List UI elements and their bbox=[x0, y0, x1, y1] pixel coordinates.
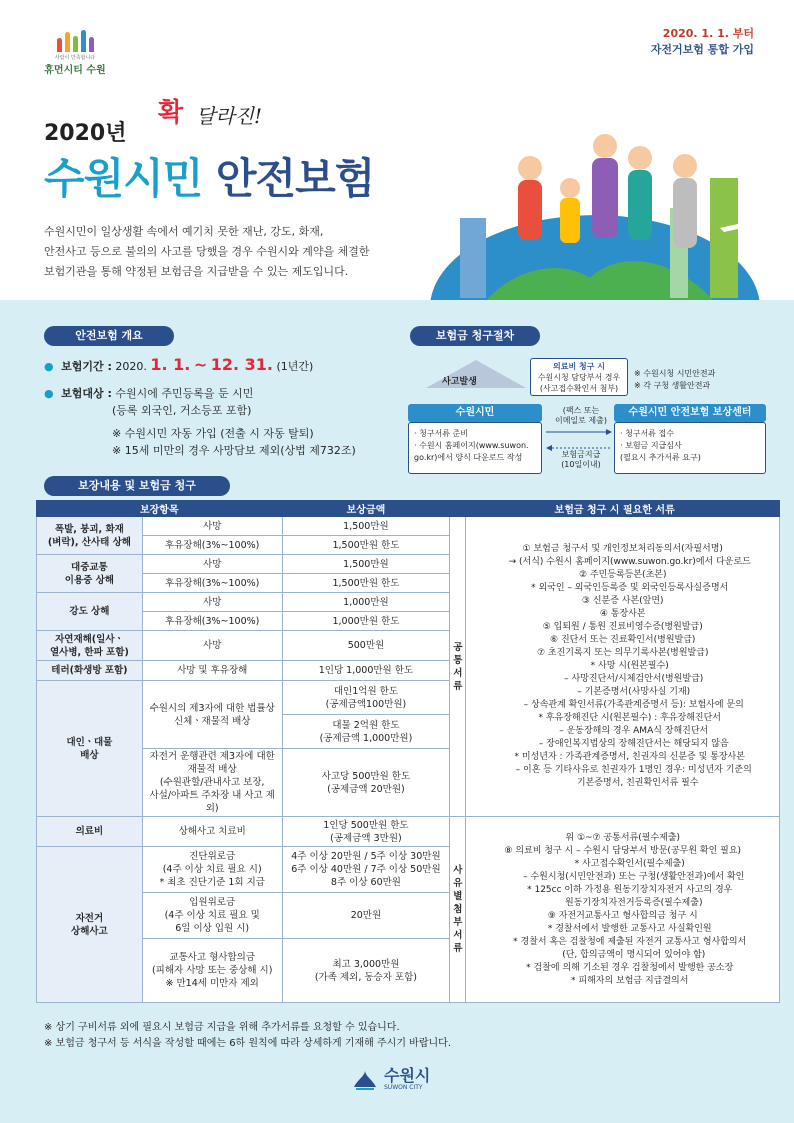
row-amount: 500만원 bbox=[282, 631, 450, 661]
row-amount: 대인1억원 한도 (공제금액100만원) bbox=[282, 681, 450, 715]
document-item: – 기본증명서(사망사실 기재) bbox=[577, 687, 691, 697]
title-changed: 달라진! bbox=[196, 104, 262, 128]
row-category: 강도 상해 bbox=[37, 593, 143, 631]
bullet-icon: ● bbox=[44, 387, 54, 400]
document-item: * 검찰에 의해 기소된 경우 검찰청에서 발행한 공소장 bbox=[526, 962, 734, 973]
period-start: 1. 1. bbox=[150, 355, 191, 374]
vertical-label-char: 류 bbox=[453, 943, 463, 954]
document-item: 위 ①~⑦ 공통서류(필수제출) bbox=[565, 832, 681, 843]
period-prefix: 2020. bbox=[115, 360, 147, 373]
document-item: ③ 신분증 사본(앞면) bbox=[581, 596, 664, 606]
row-item: 수원시의 제3자에 대한 법률상 신체ㆍ재물적 배상 bbox=[142, 681, 282, 749]
row-item: 사망 bbox=[142, 517, 282, 536]
document-item: – 장애인복지법상의 장해진단서는 해당되지 않음 bbox=[538, 739, 729, 749]
center-item: (필요시 추가서류 요구) bbox=[620, 453, 701, 462]
bike-insurance-note: 자전거보험 통합 가입 bbox=[650, 43, 754, 56]
note-auto-join: ※ 수원시민 자동 가입 (전출 시 자동 탈퇴) bbox=[112, 427, 314, 440]
document-item: ⑥ 진단서 또는 진료확인서(병원발급) bbox=[550, 635, 696, 645]
document-item: * 후유장해진단 시(원본필수) : 후유장해진단서 bbox=[538, 713, 721, 723]
center-item: · 보험금 지급심사 bbox=[620, 441, 682, 450]
document-item: * 외국인 – 외국인등록증 및 외국인등록사실증명서 bbox=[531, 583, 729, 593]
document-item: ① 보험금 청구서 및 개인정보처리동의서(자필서명) bbox=[522, 544, 723, 554]
logo-tagline: 사람이 만족합니다 bbox=[54, 55, 96, 61]
document-item: * 125cc 이하 가정용 원동기장치자전거 사고의 경우 bbox=[527, 884, 733, 895]
col-coverage: 보장항목 bbox=[37, 501, 283, 517]
row-amount: 1,500만원 한도 bbox=[282, 574, 450, 593]
row-amount: 1인당 500만원 한도 (공제금액 3만원) bbox=[282, 817, 450, 847]
overview-section bbox=[44, 356, 356, 459]
vertical-label-char: 서 bbox=[453, 930, 463, 941]
start-date: 2020. 1. 1. 부터 bbox=[662, 27, 754, 40]
document-item: * 미성년자 : 가족관계증명서, 친권자의 신분증 및 통장사본 bbox=[514, 752, 745, 762]
document-item: ② 주민등록등본(초본) bbox=[578, 570, 667, 580]
target-sub: (등록 외국인, 거소등포 포함) bbox=[112, 404, 252, 417]
row-amount: 대물 2억원 한도 (공제금액 1,000만원) bbox=[282, 715, 450, 749]
top-right-notice bbox=[651, 26, 754, 58]
row-amount: 1,500만원 bbox=[282, 555, 450, 574]
row-item: 입원위로금 (4주 이상 치료 필요 및 6일 이상 입원 시) bbox=[142, 893, 282, 939]
row-amount: 사고당 500만원 한도 (공제금액 20만원) bbox=[282, 749, 450, 817]
note-under15: ※ 15세 미만의 경우 사망담보 제외(상법 제732조) bbox=[112, 444, 356, 457]
target-label: 보험대상 : bbox=[61, 387, 112, 400]
medical-line2: (사고접수확인서 첨부) bbox=[539, 384, 619, 393]
note-dept-b: ※ 각 구청 생활안전과 bbox=[634, 381, 711, 390]
row-amount: 1,000만원 한도 bbox=[282, 612, 450, 631]
document-item: * 경찰서 혹은 검찰청에 제출된 자전거 교통사고 형사합의서 bbox=[513, 936, 747, 947]
dept-notes bbox=[634, 368, 715, 392]
document-item: * 사망 시(원본필수) bbox=[590, 661, 669, 671]
title-part1: 수원시민 bbox=[44, 154, 203, 203]
document-item: ⑤ 입퇴원 / 통원 진료비영수증(병원발급) bbox=[542, 622, 703, 632]
row-item: 진단위로금 (4주 이상 치료 필요 시) * 최초 진단기준 1회 지급 bbox=[142, 847, 282, 893]
row-amount: 20만원 bbox=[282, 893, 450, 939]
medical-claim-box bbox=[530, 358, 628, 396]
payment-days: (10일이내) bbox=[561, 460, 601, 469]
row-amount: 1인당 1,000만원 한도 bbox=[282, 661, 450, 681]
row-item: 사망 및 후유장해 bbox=[142, 661, 282, 681]
overview-heading: 안전보험 개요 bbox=[44, 326, 174, 346]
vertical-label-char: 부 bbox=[453, 917, 463, 928]
row-item: 상해사고 치료비 bbox=[142, 817, 282, 847]
document-item: – 이혼 등 기타사유로 친권자가 1명인 경우: 미성년자 기준의 bbox=[515, 765, 752, 775]
target-row bbox=[44, 385, 356, 402]
row-category: 대중교통 이용중 상해 bbox=[37, 555, 143, 593]
coverage-table bbox=[36, 500, 780, 1003]
row-item: 후유장해(3%~100%) bbox=[142, 612, 282, 631]
suwon-name-en: SUWON CITY bbox=[384, 1084, 423, 1091]
people-logo-icon bbox=[40, 28, 110, 52]
note-dept-a: ※ 수원시청 시민안전과 bbox=[634, 369, 716, 378]
document-item: – 사망진단서/시체검안서(병원발급) bbox=[564, 674, 704, 684]
document-item: ⑦ 초진기록지 또는 의무기록사본(병원발급) bbox=[536, 648, 709, 658]
document-item: * 사고접수확인서(필수제출) bbox=[574, 858, 685, 869]
intro-line: 보험기관을 통해 약정된 보험금을 지급받을 수 있는 제도입니다. bbox=[44, 265, 349, 278]
header-area bbox=[0, 0, 794, 300]
row-category: 테러(화생방 포함) bbox=[37, 661, 143, 681]
col-amount: 보상금액 bbox=[282, 501, 450, 517]
intro-text bbox=[44, 222, 404, 282]
table-row bbox=[37, 517, 780, 536]
claim-process-diagram bbox=[406, 346, 768, 476]
row-item: 후유장해(3%~100%) bbox=[142, 574, 282, 593]
document-item: ⑨ 자전거교통사고 형사합의금 청구 시 bbox=[547, 910, 698, 921]
individual-docs-list bbox=[466, 817, 780, 1003]
table-header-row bbox=[37, 501, 780, 517]
common-docs-label bbox=[450, 517, 466, 817]
period-end: 12. 31. bbox=[210, 355, 274, 374]
vertical-label-char: 유 bbox=[453, 878, 463, 889]
intro-line: 수원시민이 일상생활 속에서 예기치 못한 재난, 강도, 화재, bbox=[44, 225, 324, 238]
suwon-name: 수원시 bbox=[384, 1066, 431, 1085]
center-item: · 청구서류 접수 bbox=[620, 429, 674, 438]
center-box-title: 수원시민 안전보험 보상센터 bbox=[614, 404, 766, 422]
document-item: * 피해자의 보험금 지급결의서 bbox=[571, 975, 689, 986]
period-suffix: (1년간) bbox=[276, 360, 314, 373]
bullet-icon: ● bbox=[44, 360, 54, 373]
row-item: 교통사고 형사합의금 (피해자 사망 또는 중상해 시) ※ 만14세 미만자 제외 bbox=[142, 939, 282, 1003]
payment-label: 보험금지급 bbox=[561, 450, 601, 459]
payment-note bbox=[546, 450, 616, 470]
citizen-item: · 청구서류 준비 bbox=[414, 429, 468, 438]
row-item: 후유장해(3%~100%) bbox=[142, 536, 282, 555]
citizen-item: go.kr)에서 양식 다운로드 작성 bbox=[414, 453, 523, 462]
row-category: 자연재해(일사ㆍ 열사병, 한파 포함) bbox=[37, 631, 143, 661]
table-row bbox=[37, 817, 780, 847]
document-item: – 수원시청(시민안전과) 또는 구청(생활안전과)에서 확인 bbox=[523, 871, 745, 882]
coverage-heading: 보장내용 및 보험금 청구 bbox=[44, 476, 230, 496]
row-amount: 1,000만원 bbox=[282, 593, 450, 612]
period-label: 보험기간 : bbox=[61, 360, 112, 373]
medical-line1: 수원시청 담당부서 경우 bbox=[537, 373, 621, 382]
footnote: ※ 보험금 청구서 등 서식을 작성할 때에는 6하 원칙에 따라 상세하게 기재해 주시기 바랍니다. bbox=[44, 1038, 452, 1049]
row-category: 폭발, 붕괴, 화재 (벼락), 산사태 상해 bbox=[37, 517, 143, 555]
document-item: 기본증명서, 친권확인서류 필수 bbox=[576, 778, 699, 788]
target-text: 수원시에 주민등록을 둔 시민 bbox=[115, 387, 254, 400]
row-amount: 1,500만원 bbox=[282, 517, 450, 536]
family-globe-illustration bbox=[420, 118, 770, 308]
document-item: (단, 합의금액이 명시되어 있어야 함) bbox=[562, 949, 706, 960]
citizen-box bbox=[408, 422, 542, 474]
row-item: 사망 bbox=[142, 631, 282, 661]
common-docs-list bbox=[466, 517, 780, 817]
vertical-label-char: 서 bbox=[453, 667, 463, 679]
vertical-label-char: 사 bbox=[453, 865, 463, 876]
submit-email: 이메일로 제출) bbox=[554, 416, 608, 425]
row-amount: 4주 이상 20만원 / 5주 이상 30만원 6주 이상 40만원 / 7주 이상 50만원 8주 이상 60만원 bbox=[282, 847, 450, 893]
footnote: ※ 상기 구비서류 외에 필요시 보험금 지급을 위해 추가서류를 요청할 수 있습니다. bbox=[44, 1022, 400, 1033]
period-tilde: ~ bbox=[193, 355, 208, 374]
suwon-city-logo bbox=[352, 1068, 430, 1091]
document-item: ⑧ 의료비 청구 시 – 수원시 담당부서 방문(공무원 확인 필요) bbox=[504, 845, 742, 856]
human-city-logo bbox=[40, 28, 110, 76]
title-part2: 안전보험 bbox=[215, 154, 375, 203]
title-year: 2020년 bbox=[44, 121, 127, 146]
vertical-label-char: 류 bbox=[453, 680, 463, 692]
submit-note bbox=[546, 406, 616, 426]
document-item: * 경찰서에서 발행한 교통사고 사실확인원 bbox=[547, 923, 712, 934]
center-box bbox=[614, 422, 766, 474]
document-item: – 운동장해의 경우 AMA식 장해진단서 bbox=[559, 726, 709, 736]
individual-docs-label bbox=[450, 817, 466, 1003]
row-item: 사망 bbox=[142, 555, 282, 574]
row-amount: 1,500만원 한도 bbox=[282, 536, 450, 555]
document-item: ④ 통장사본 bbox=[599, 609, 646, 619]
row-category: 의료비 bbox=[37, 817, 143, 847]
vertical-label-char: 통 bbox=[453, 654, 463, 666]
period-row bbox=[44, 356, 356, 375]
intro-line: 안전사고 등으로 불의의 사고를 당했을 경우 수원시와 계약을 체결한 bbox=[44, 245, 370, 258]
footnotes bbox=[44, 1020, 451, 1052]
document-item: – 상속관계 확인서류(가족관계증명서 등): 보험사에 문의 bbox=[523, 700, 744, 710]
row-item: 사망 bbox=[142, 593, 282, 612]
accident-label: 사고발생 bbox=[442, 377, 477, 387]
vertical-label-char: 별 bbox=[453, 891, 463, 902]
title-hwak: 확 bbox=[158, 98, 184, 128]
vertical-label-char: 공 bbox=[453, 641, 463, 653]
row-item: 자전거 운행관련 제3자에 대한 재물적 배상 (수원관할/관내사고 보장, 사설/아파트 주차장 내 사고 제외) bbox=[142, 749, 282, 817]
row-category: 자전거 상해사고 bbox=[37, 847, 143, 1003]
claim-heading: 보험금 청구절차 bbox=[410, 326, 540, 346]
vertical-label-char: 첨 bbox=[453, 904, 463, 915]
logo-name: 휴먼시티 수원 bbox=[44, 65, 106, 76]
citizen-item: · 수원시 홈페이지(www.suwon. bbox=[414, 441, 529, 450]
row-amount: 최고 3,000만원 (가족 제외, 동승자 포함) bbox=[282, 939, 450, 1003]
col-documents: 보험금 청구 시 필요한 서류 bbox=[450, 501, 780, 517]
submit-fax: (팩스 또는 bbox=[562, 406, 600, 415]
citizen-box-title: 수원시민 bbox=[408, 404, 542, 422]
document-item: → (서식) 수원시 홈페이지(www.suwon.go.kr)에서 다운로드 bbox=[508, 557, 751, 567]
row-category: 대인ㆍ대물 배상 bbox=[37, 681, 143, 817]
suwon-emblem-icon bbox=[352, 1069, 378, 1091]
medical-title: 의료비 청구 시 bbox=[553, 362, 605, 371]
document-item: 원동기장치자전거등록증(필수제출) bbox=[565, 897, 703, 908]
page-title bbox=[44, 146, 374, 206]
